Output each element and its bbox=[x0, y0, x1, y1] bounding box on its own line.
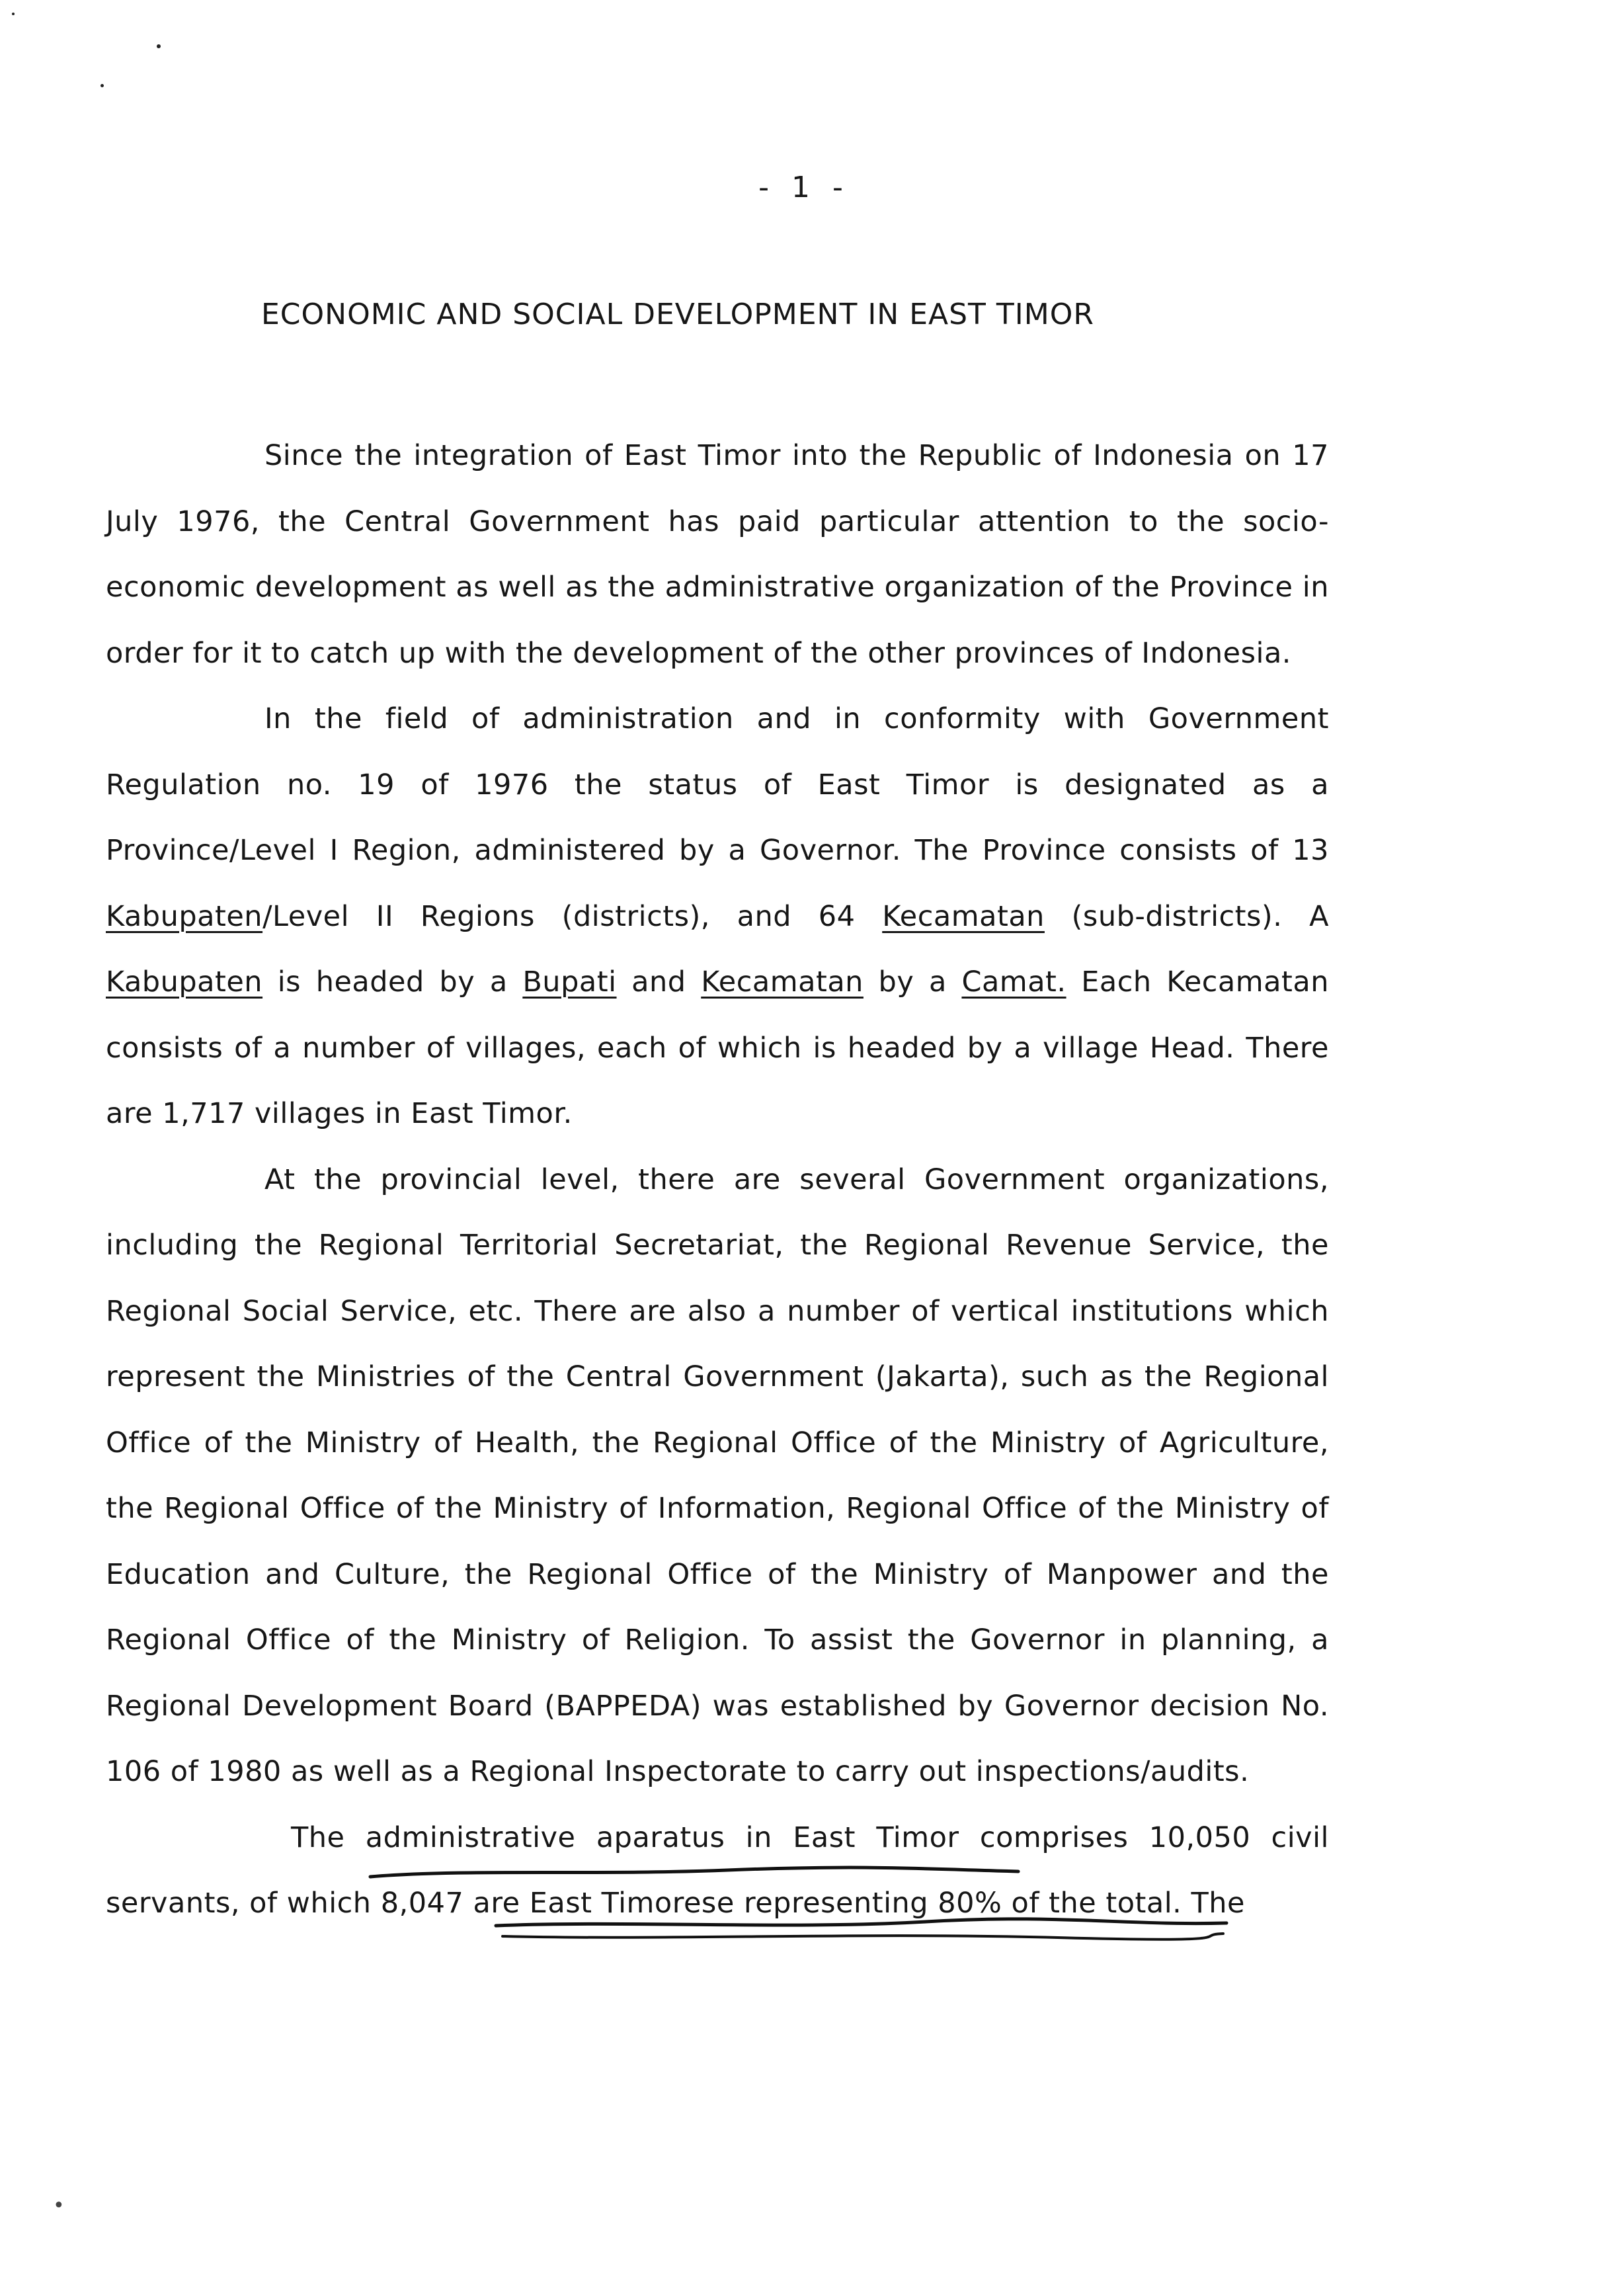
document-title: ECONOMIC AND SOCIAL DEVELOPMENT IN EAST TIMOR bbox=[261, 298, 1094, 331]
paragraph-administration bbox=[106, 686, 1329, 1147]
paragraph-text: (sub-districts). A bbox=[1044, 899, 1329, 933]
scan-speck bbox=[157, 44, 161, 48]
term-camat: Camat. bbox=[961, 965, 1066, 999]
paragraph-text: is headed by a bbox=[262, 965, 523, 999]
paragraph-text: by a bbox=[863, 965, 962, 999]
scan-speck bbox=[100, 84, 104, 87]
paragraph-text: Each Kecamatan consists of a number of villages, each of which is headed by a village Head. There are 1,717 villages in East Timor. bbox=[106, 965, 1329, 1130]
term-kabupaten: Kabupaten bbox=[106, 899, 263, 933]
paragraph-text: /Level II Regions (districts), and 64 bbox=[262, 899, 883, 933]
document-body bbox=[106, 423, 1329, 1937]
term-bupati: Bupati bbox=[522, 965, 617, 999]
paragraph-text: In the field of administration and in conformity with Government Regulation no. 19 of 1976 the status of East Timor is designated as a Province/Level I Region, administered by a Governor. The Province consists of 13 bbox=[106, 702, 1329, 867]
paragraph-text: and bbox=[616, 965, 702, 999]
paragraph-civil-servants: The administrative aparatus in East Timor comprises 10,050 civil servants, of which 8,047 are East Timorese representing 80% of the total. The bbox=[106, 1821, 1329, 1920]
paragraph-provincial-organizations: At the provincial level, there are several Government organizations, including the Regional Territorial Secretariat, the Regional Revenue Service, the Regional Social Service, etc. There are also a number of vertical institutions which represent the Ministries of the Central Government (Jakarta), such as the Regional Office of the Ministry of Health, the Regional Office of the Ministry of Agriculture, the Regional Office of the Ministry of Information, Regional Office of the Ministry of Education and Culture, the Regional Office of the Ministry of Manpower and the Regional Office of the Ministry of Religion. To assist the Governor in planning, a Regional Development Board (BAPPEDA) was established by Governor decision No. 106 of 1980 as well as a Regional Inspectorate to carry out inspections/audits. bbox=[106, 1163, 1329, 1788]
page-number: - 1 - bbox=[758, 171, 850, 204]
scan-speck bbox=[12, 13, 15, 15]
term-kecamatan: Kecamatan bbox=[701, 965, 864, 999]
paragraph-integration: Since the integration of East Timor into the Republic of Indonesia on 17 July 1976, the Central Government has paid particular attention to the socio-economic development as well as the administrative organization of the Province in order for it to catch up with the development of the other provinces of Indonesia. bbox=[106, 439, 1329, 670]
term-kabupaten: Kabupaten bbox=[106, 965, 263, 999]
scan-mark: • bbox=[53, 2194, 65, 2217]
term-kecamatan: Kecamatan bbox=[882, 899, 1045, 933]
